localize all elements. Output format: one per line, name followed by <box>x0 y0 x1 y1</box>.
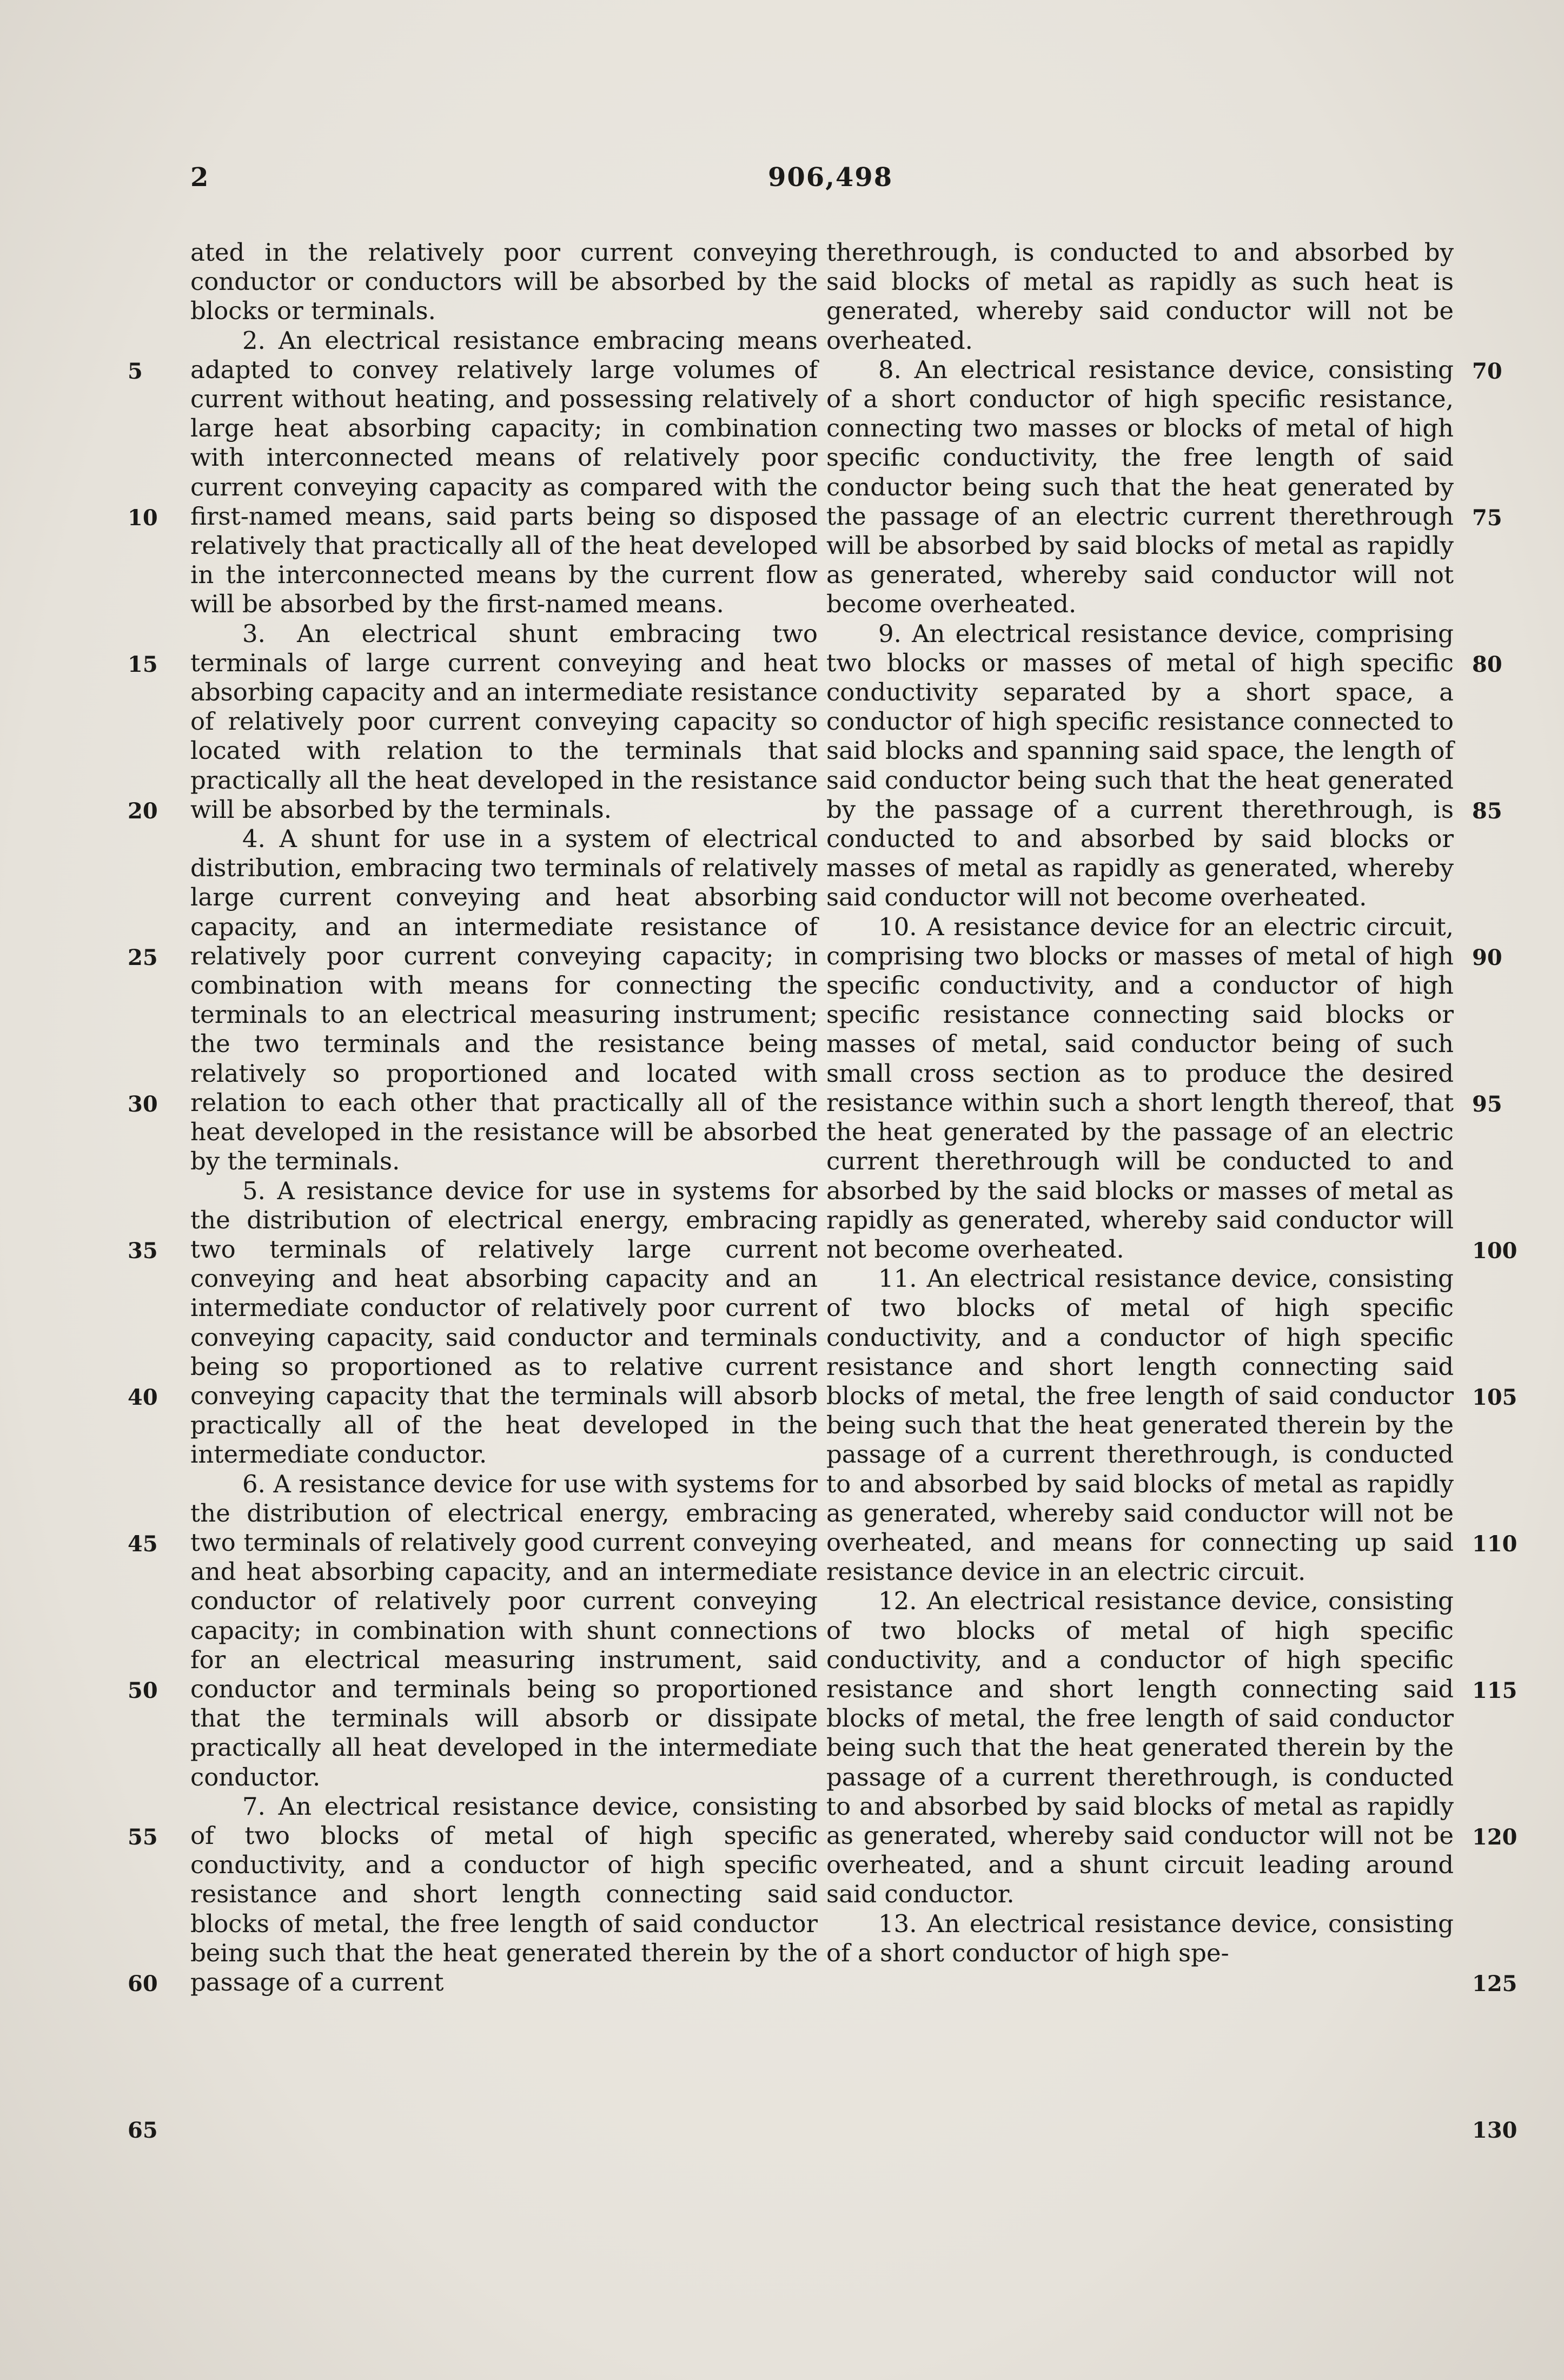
line-number: 5 <box>128 358 143 384</box>
continued-paragraph: ated in the relatively poor current conveying conductor or conductors will be absorbed by the blocks or terminals. <box>190 238 818 326</box>
claim-paragraph: 3. An electrical shunt embracing two terminals of large current conveying and heat absorbing capacity and an intermediate resistance of relatively poor current conveying capacity so located with relation to the terminals that practically all the heat developed in the resistance will be absorbed by the terminals. <box>190 619 818 824</box>
line-number: 85 <box>1472 798 1502 824</box>
line-number: 60 <box>128 1971 158 1996</box>
line-number: 90 <box>1472 944 1502 970</box>
page-number: 2 <box>190 162 209 193</box>
claim-paragraph: 7. An electrical resistance device, consisting of two blocks of metal of high specific conductivity, and a conductor of high specific resistance and short length connecting said blocks of metal, the free length of said conductor being such that the heat generated therein by the passage of a current <box>190 1791 818 1996</box>
claim-paragraph: 13. An electrical resistance device, consisting of a short conductor of high spe- <box>826 1909 1454 1967</box>
claim-paragraph: 5. A resistance device for use in systems for the distribution of electrical energy, embracing two terminals of relatively large current conveying and heat absorbing capacity and an intermediate conductor of relatively poor current conveying capacity, said conductor and terminals being so proportioned as to relative current conveying capacity that the terminals will absorb practically all of the heat developed in the intermediate conductor. <box>190 1176 818 1469</box>
line-number: 100 <box>1472 1238 1517 1264</box>
line-number: 50 <box>128 1677 158 1703</box>
line-number: 95 <box>1472 1091 1502 1117</box>
claim-paragraph: 9. An electrical resistance device, comprising two blocks or masses of metal of high specific conductivity separated by a short space, a conductor of high specific resistance connected to said blocks and spanning said space, the length of said conductor being such that the heat generated by the passage of a current therethrough, is conducted to and absorbed by said blocks or masses of metal as rapidly as generated, whereby said conductor will not become overheated. <box>826 619 1454 912</box>
right-column <box>826 238 1454 1968</box>
line-number: 35 <box>128 1238 158 1264</box>
claim-paragraph: 11. An electrical resistance device, consisting of two blocks of metal of high specific conductivity, and a conductor of high specific resistance and short length connecting said blocks of metal, the free length of said conductor being such that the heat generated therein by the passage of a current therethrough, is conducted to and absorbed by said blocks of metal as rapidly as generated, whereby said conductor will not be overheated, and means for connecting up said resistance device in an electric circuit. <box>826 1264 1454 1586</box>
claim-paragraph: 4. A shunt for use in a system of electrical distribution, embracing two terminals of relatively large current conveying and heat absorbing capacity, and an intermediate resistance of relatively poor current conveying capacity; in combination with means for connecting the terminals to an electrical measuring instrument; the two terminals and the resistance being relatively so proportioned and located with relation to each other that practically all of the heat developed in the resistance will be absorbed by the terminals. <box>190 824 818 1176</box>
claim-paragraph: 2. An electrical resistance embracing means adapted to convey relatively large volumes of current without heating, and possessing relatively large heat absorbing capacity; in combination with interconnected means of relatively poor current conveying capacity as compared with the first-named means, said parts being so disposed relatively that practically all of the heat developed in the interconnected means by the current flow will be absorbed by the first-named means. <box>190 326 818 619</box>
line-number: 120 <box>1472 1824 1517 1850</box>
line-number: 55 <box>128 1824 158 1850</box>
line-number: 25 <box>128 944 158 970</box>
line-number: 105 <box>1472 1384 1517 1410</box>
line-number: 40 <box>128 1384 158 1410</box>
line-number: 125 <box>1472 1971 1517 1996</box>
line-number: 20 <box>128 798 158 824</box>
claim-paragraph: 10. A resistance device for an electric circuit, comprising two blocks or masses of metal of high specific conductivity, and a conductor of high specific resistance connecting said blocks or masses of metal, said conductor being of such small cross section as to produce the desired resistance within such a short length thereof, that the heat generated by the passage of an electric current therethrough will be conducted to and absorbed by the said blocks or masses of metal as rapidly as generated, whereby said conductor will not become overheated. <box>826 912 1454 1264</box>
line-number: 75 <box>1472 505 1502 531</box>
line-number: 70 <box>1472 358 1502 384</box>
line-number: 130 <box>1472 2117 1517 2143</box>
claim-paragraph: 12. An electrical resistance device, consisting of two blocks of metal of high specific conductivity, and a conductor of high specific resistance and short length connecting said blocks of metal, the free length of said conductor being such that the heat generated therein by the passage of a current therethrough, is conducted to and absorbed by said blocks of metal as rapidly as generated, whereby said conductor will not be overheated, and a shunt circuit leading around said conductor. <box>826 1586 1454 1909</box>
line-number: 30 <box>128 1091 158 1117</box>
line-number: 80 <box>1472 651 1502 677</box>
line-number: 15 <box>128 651 158 677</box>
line-number: 10 <box>128 505 158 531</box>
claim-paragraph: 6. A resistance device for use with systems for the distribution of electrical energy, embracing two terminals of relatively good current conveying and heat absorbing capacity, and an intermediate conductor of relatively poor current conveying capacity; in combination with shunt connections for an electrical measuring instrument, said conductor and terminals being so proportioned that the terminals will absorb or dissipate practically all heat developed in the intermediate conductor. <box>190 1469 818 1791</box>
left-column <box>190 238 818 1997</box>
continued-paragraph: therethrough, is conducted to and absorbed by said blocks of metal as rapidly as such heat is generated, whereby said conductor will not be overheated. <box>826 238 1454 355</box>
line-number: 115 <box>1472 1677 1517 1703</box>
line-number: 45 <box>128 1531 158 1557</box>
patent-number: 906,498 <box>768 162 893 193</box>
claim-paragraph: 8. An electrical resistance device, consisting of a short conductor of high specific resistance, connecting two masses or blocks of metal of high specific conductivity, the free length of said conductor being such that the heat generated by the passage of an electric current therethrough will be absorbed by said blocks of metal as rapidly as generated, whereby said conductor will not become overheated. <box>826 355 1454 619</box>
page-header <box>184 162 1406 206</box>
line-number: 110 <box>1472 1531 1517 1557</box>
line-number: 65 <box>128 2117 158 2143</box>
